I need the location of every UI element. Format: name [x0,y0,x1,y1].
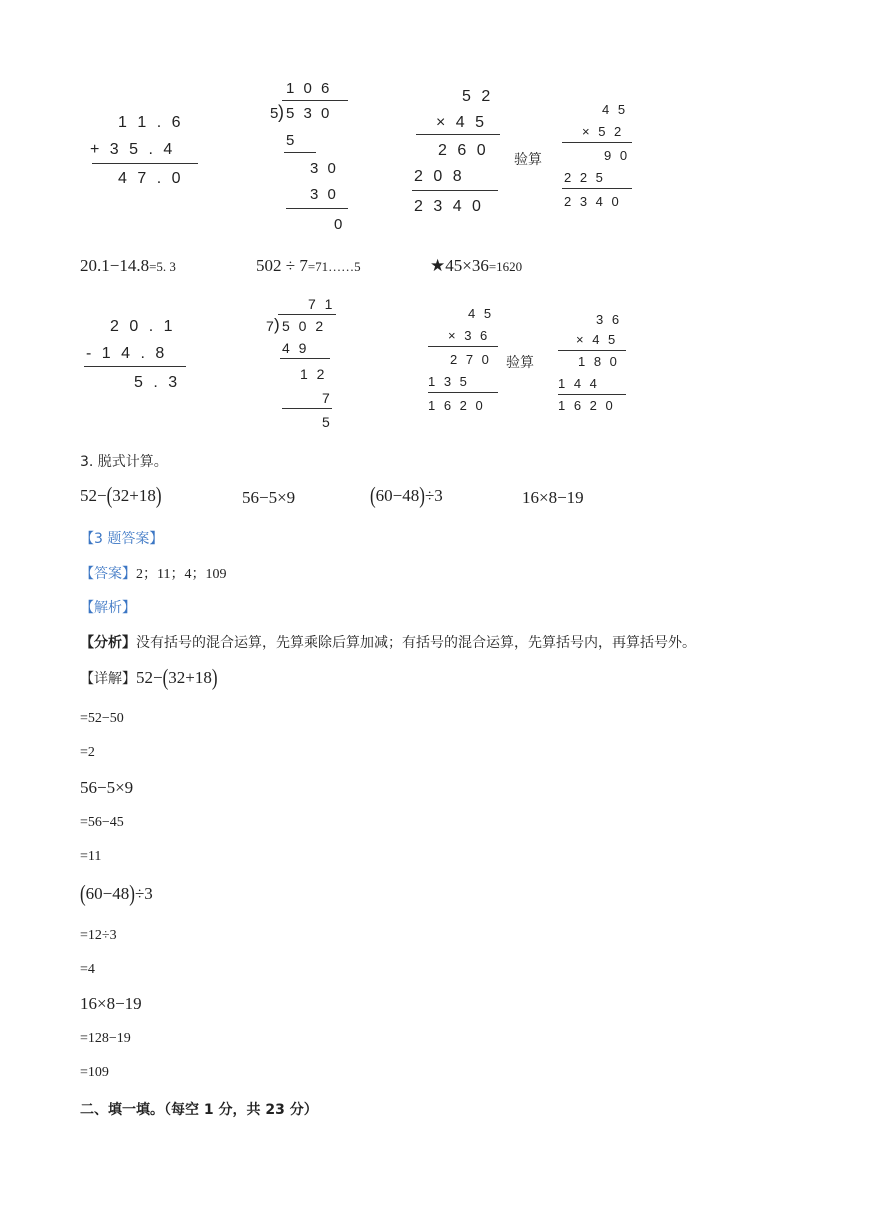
question-3-expr-2: 56−5×9 [242,488,296,507]
left-paren: ( [370,482,376,509]
step-expression [80,880,153,907]
result: =71……5 [307,259,361,274]
multiplier: × 4 5 [436,114,485,131]
question-3-title: 3. 脱式计算。 [80,454,168,470]
multiplication-1 [412,86,512,226]
partial-product: 2 0 8 [414,168,462,185]
analysis-label: 【分析】 [80,635,136,651]
step-line: =56−45 [80,815,124,830]
answer-multiplication [430,256,522,276]
question-3-expr-4: 16×8−19 [522,488,584,507]
expr-part: 32+18 [112,486,156,505]
multiplier: × 4 5 [576,332,616,347]
answer-tag: 【3 题答案】 [80,531,164,547]
product: 2 3 4 0 [564,194,619,209]
vertical-subtraction-2 [84,316,204,396]
expr-part: 32+18 [168,668,212,687]
remainder: 5 [322,414,330,430]
minuend-row: 2 0 . 1 [110,318,173,335]
question-3-expr-1 [80,482,162,509]
right-paren: ) [129,880,135,907]
multiplication-1-verify [562,100,642,220]
step-line: =2 [80,745,95,760]
partial-product: 1 3 5 [428,374,467,389]
multiplier: × 5 2 [582,124,622,139]
partial-product: 2 7 0 [450,352,489,367]
question-3-expr-3 [370,482,443,509]
right-paren: ) [419,482,425,509]
long-division-2 [266,294,346,434]
section-2-heading: 二、填一填。（每空 1 分，共 23 分） [80,1102,318,1118]
right-paren: ) [211,664,218,691]
divisor: 7 [266,318,274,334]
step: 3 0 [310,160,336,177]
answer-subtraction [80,256,176,276]
subtrahend-row: - 1 4 . 8 [86,345,165,362]
left-paren: ( [106,482,113,509]
vertical-addition-1 [90,112,210,192]
division-bracket: ) [274,315,280,334]
division-bracket: ) [278,102,284,122]
quotient: 1 0 6 [286,80,330,97]
long-division-1 [270,78,360,238]
multiplier: × 3 6 [448,328,488,343]
partial-product: 2 2 5 [564,170,603,185]
partial-product: 9 0 [604,148,628,163]
addend-row: 1 1 . 6 [118,114,181,131]
analysis-line [80,632,696,652]
step: 3 0 [310,186,336,203]
answer-label: 【答案】 [80,566,136,582]
step-line: =11 [80,849,102,864]
answer-division [256,256,361,276]
dividend: 5 0 2 [282,318,324,334]
expr-part: 60−48 [375,486,420,505]
partial-product: 1 8 0 [578,354,617,369]
partial-product: 2 6 0 [438,142,486,159]
expr-part: 60−48 [85,884,130,903]
step-line: =4 [80,962,95,977]
expr-part: 52− [80,486,107,505]
multiplicand: 5 2 [462,88,491,105]
step-line: =12÷3 [80,928,117,943]
left-paren: ( [162,664,169,691]
expression: ★45×36 [430,256,489,275]
detail-label: 【详解】 [80,671,136,687]
expr-part: ÷3 [424,486,443,505]
analysis-tag: 【解析】 [80,600,136,616]
result: =5. 3 [149,259,176,274]
step: 1 2 [300,366,325,382]
result: =1620 [488,259,523,274]
remainder: 0 [334,216,343,233]
right-paren: ) [155,482,162,509]
partial-product: 1 4 4 [558,376,597,391]
expr-part: 52− [136,668,163,687]
difference-row: 5 . 3 [134,374,178,391]
multiplicand: 4 5 [468,306,492,321]
product: 2 3 4 0 [414,198,481,215]
step-line: =109 [80,1065,109,1080]
detail-line [80,664,218,691]
step: 7 [322,390,330,406]
multiplication-2-verify [558,310,638,420]
addend-row: + 3 5 . 4 [90,141,173,158]
step-expression: 16×8−19 [80,994,142,1013]
step-line: =128−19 [80,1031,131,1046]
dividend: 5 3 0 [286,105,330,122]
step-expression: 56−5×9 [80,778,134,797]
step: 5 [286,132,295,149]
verify-label: 验算 [514,152,542,168]
expression: 502 ÷ 7 [256,256,308,275]
divisor: 5 [270,105,279,122]
sum-row: 4 7 . 0 [118,170,181,187]
answer-line [80,563,226,583]
multiplicand: 4 5 [602,102,626,117]
step-line: =52−50 [80,711,124,726]
verify-label: 验算 [506,355,534,371]
expr-part: ÷3 [134,884,153,903]
quotient: 7 1 [308,296,333,312]
expression: 20.1−14.8 [80,256,150,275]
multiplicand: 3 6 [596,312,620,327]
product: 1 6 2 0 [428,398,483,413]
step: 4 9 [282,340,307,356]
multiplication-2 [428,304,508,424]
answer-text: 2；11；4；109 [136,567,227,582]
analysis-text: 没有括号的混合运算，先算乘除后算加减；有括号的混合运算，先算括号内，再算括号外。 [136,635,696,651]
product: 1 6 2 0 [558,398,613,413]
left-paren: ( [80,880,86,907]
